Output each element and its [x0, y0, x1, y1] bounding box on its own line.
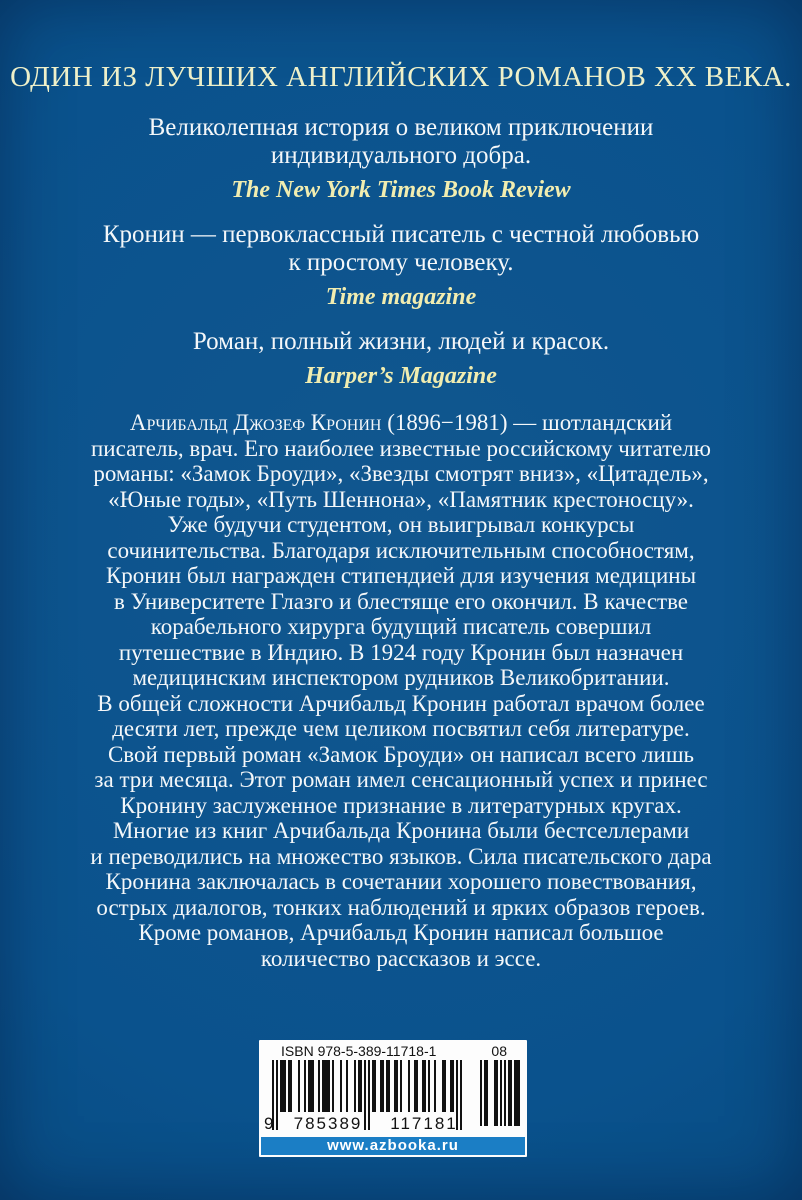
bio-line: Кронину заслуженное признание в литературных кругах. — [120, 792, 682, 818]
quote-text: Великолепная история о великом приключении — [148, 114, 654, 141]
bio-line-rest: (1896−1981) — шотландский — [381, 410, 673, 435]
quote-harpers — [0, 328, 802, 390]
quote-text: индивидуального добра. — [270, 142, 532, 169]
bio-line — [38, 410, 764, 436]
author-name: Арчибальд Джозеф Кронин — [129, 410, 382, 435]
bio-line: десяти лет, прежде чем целиком посвятил себя литературе. — [112, 716, 690, 741]
bio-line: писатель, врач. Его наиболее известные российскому читателю — [90, 435, 711, 461]
quote-nyt — [0, 114, 802, 204]
quote-source: Harper’s Magazine — [305, 363, 497, 389]
bio-line: Кронина заключалась в сочетании хорошего повествования, — [105, 869, 697, 894]
bio-line: сочинительства. Благодаря исключительным способностям, — [107, 537, 695, 563]
bio-line: «Юные годы», «Путь Шеннона», «Памятник крестоносцу». — [108, 486, 694, 512]
bio-line: острых диалогов, тонких наблюдений и ярких образов героев. — [96, 894, 706, 920]
bio-line: медицинским инспектором рудников Великобритании. — [132, 665, 670, 690]
bio-line: Кронин был награжден стипендией для изучения медицины — [105, 563, 697, 588]
bio-line: количество рассказов и эссе. — [260, 945, 542, 971]
bio-line: за три месяца. Этот роман имел сенсационный успех и принес — [94, 767, 708, 792]
bio-line: Кроме романов, Арчибальд Кронин написал большое — [138, 920, 664, 945]
quote-source: The New York Times Book Review — [231, 177, 571, 203]
quote-text: к простому человеку. — [288, 249, 514, 276]
publisher-website-bar: www.azbooka.ru — [261, 1137, 525, 1155]
quote-time — [0, 221, 802, 311]
isbn-row — [281, 1043, 507, 1059]
cover-headline: ОДИН ИЗ ЛУЧШИХ АНГЛИЙСКИХ РОМАНОВ XX ВЕКА. — [10, 61, 792, 93]
isbn-barcode-box — [259, 1040, 527, 1157]
review-quotes — [0, 114, 802, 407]
barcode-digit-group: 117181 — [390, 1114, 458, 1133]
bio-line: Многие из книг Арчибальда Кронина были бестселлерами — [112, 818, 690, 843]
barcode-digit-first: 9 — [264, 1114, 274, 1133]
barcode-addon-label: 08 — [491, 1043, 507, 1059]
author-biography — [38, 410, 764, 971]
bio-line: романы: «Замок Броуди», «Звезды смотрят вниз», «Цитадель», — [93, 461, 709, 486]
bio-line: в Университете Глазго и блестяще его окончил. В качестве — [113, 588, 689, 614]
bio-line: Уже будучи студентом, он выигрывал конкурсы — [167, 512, 635, 537]
bio-line: корабельного хирурга будущий писатель совершил — [150, 614, 652, 639]
bio-line: Свой первый роман «Замок Броуди» он написал всего лишь — [107, 741, 695, 767]
quote-text: Роман, полный жизни, людей и красок. — [192, 328, 610, 355]
bio-line: путешествие в Индию. В 1924 году Кронин был назначен — [118, 639, 684, 665]
barcode-digits — [264, 1114, 472, 1134]
bio-line: и переводились на множество языков. Сила писательского дара — [90, 843, 712, 869]
addon-barcode — [480, 1060, 520, 1126]
bio-line: В общей сложности Арчибальд Кронин работал врачом более — [97, 690, 705, 716]
barcode-digit-group: 785389 — [293, 1114, 363, 1133]
quote-source: Time magazine — [325, 284, 477, 310]
isbn-label: ISBN 978-5-389-11718-1 — [281, 1043, 437, 1059]
quote-text: Кронин — первоклассный писатель с честной любовью — [102, 221, 700, 248]
